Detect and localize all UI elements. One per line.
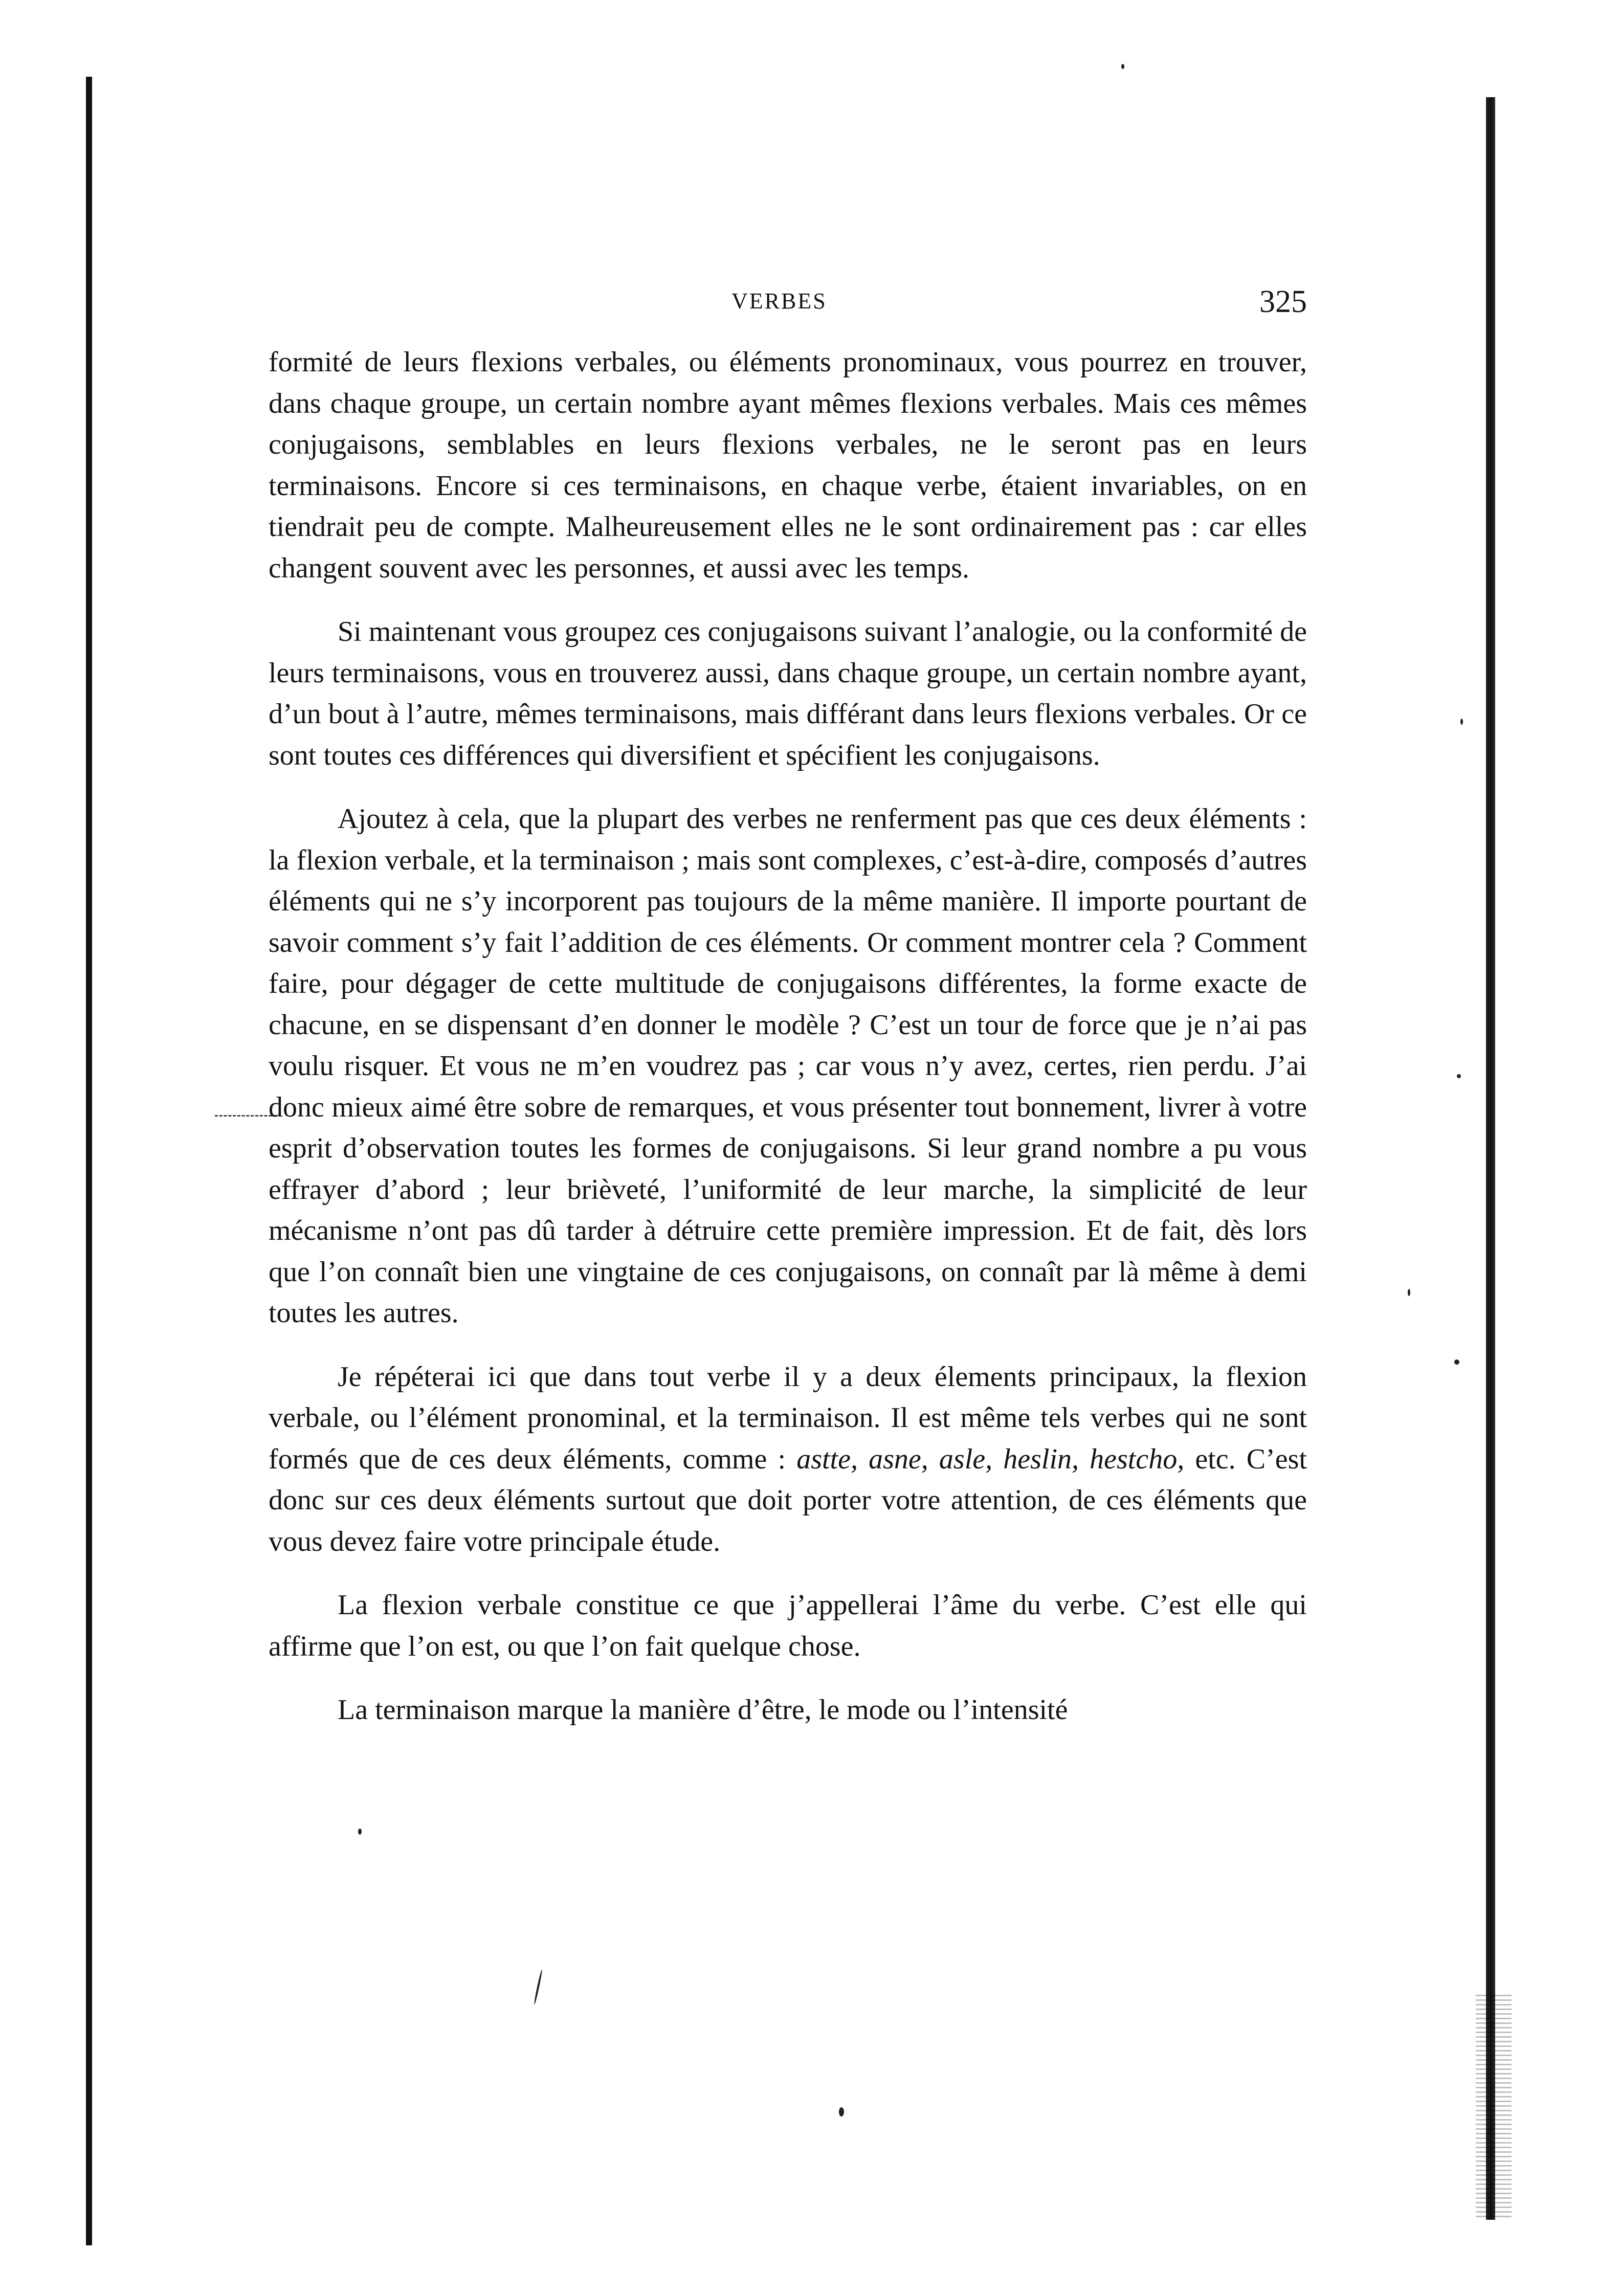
scan-speck	[1457, 1074, 1461, 1078]
scan-speck	[839, 2107, 844, 2116]
margin-pencil-mark	[215, 1115, 276, 1117]
page-edge-fringe	[1476, 1995, 1512, 2220]
scan-speck	[1408, 1289, 1410, 1296]
scan-speck	[358, 1829, 362, 1835]
paragraph: Ajoutez à cela, que la plupart des verbes ne renferment pas que ces deux éléments : la flexion verbale, et la terminaison ; mais sont complexes, c’est-à-dire, composés d’autres éléments qui ne s’y incorporent pas toujours de la même manière. Il importe pourtant de savoir comment s’y fait l’addition de ces éléments. Or comment montrer cela ? Comment faire, pour dégager de cette multitude de conjugaisons différentes, la forme exacte de chacune, en se dispensant d’en donner le modèle ? C’est un tour de force que je n’ai pas voulu risquer. Et vous ne m’en voudrez pas ; car vous n’y avez, certes, rien perdu. J’ai donc mieux aimé être sobre de remarques, et vous présenter tout bonnement, livrer à votre esprit d’observation toutes les formes de conjugaisons. Si leur grand nombre a pu vous effrayer d’abord ; leur brièveté, l’uniformité de leur marche, la simplicité de leur mécanisme n’ont pas dû tarder à détruire cette première impression. Et de fait, dès lors que l’on connaît bien une vingtaine de ces conjugaisons, on connaît par là même à demi toutes les autres.	[269, 803, 1307, 1329]
scan-speck	[534, 1969, 543, 2004]
body-text	[269, 342, 1307, 1753]
paragraph-text: Je répéterai ici que dans tout verbe il y a deux élements principaux, la flexion verbale, ou l’élément pronominal, et la terminaison. Il est même tels verbes qui ne sont formés que de ces deux éléments, comme :	[269, 1361, 1307, 1475]
paragraph: La flexion verbale constitue ce que j’appellerai l’âme du verbe. C’est elle qui affirme que l’on est, ou que l’on fait quelque chose.	[269, 1589, 1307, 1662]
paragraph-text: etc. C’est donc sur ces deux éléments surtout que doit porter votre attention, de ces éléments que vous devez faire votre principale étude.	[269, 1443, 1307, 1557]
paragraph: La terminaison marque la manière d’être, le mode ou l’intensité	[338, 1694, 1068, 1726]
paragraph: Si maintenant vous groupez ces conjugaisons suivant l’analogie, ou la conformité de leurs terminaisons, vous en trouverez aussi, dans chaque groupe, un certain nombre ayant, d’un bout à l’autre, mêmes terminaisons, mais différant dans leurs flexions verbales. Or ce sont toutes ces différences qui diversifient et spécifient les conjugaisons.	[269, 616, 1307, 771]
paragraph: formité de leurs flexions verbales, ou éléments pronominaux, vous pourrez en trouver, dans chaque groupe, un certain nombre ayant mêmes flexions verbales. Mais ces mêmes conjugaisons, semblables en leurs flexions verbales, ne le seront pas en leurs terminaisons. Encore si ces terminaisons, en chaque verbe, étaient invariables, on en tiendrait peu de compte. Malheureusement elles ne le sont ordinairement pas : car elles changent souvent avec les personnes, et aussi avec les temps.	[269, 346, 1307, 584]
scan-speck	[1460, 719, 1463, 725]
page-edge-right	[1486, 97, 1495, 2220]
scan-speck	[1454, 1359, 1459, 1365]
page-header	[269, 284, 1307, 325]
example-verbs: astte, asne, asle, heslin, hestcho,	[796, 1443, 1185, 1475]
paragraph	[269, 1356, 1307, 1563]
page-number: 325	[1259, 284, 1307, 319]
scan-speck	[1121, 64, 1124, 69]
binding-shadow-left	[86, 77, 92, 2245]
running-title: VERBES	[731, 288, 827, 314]
